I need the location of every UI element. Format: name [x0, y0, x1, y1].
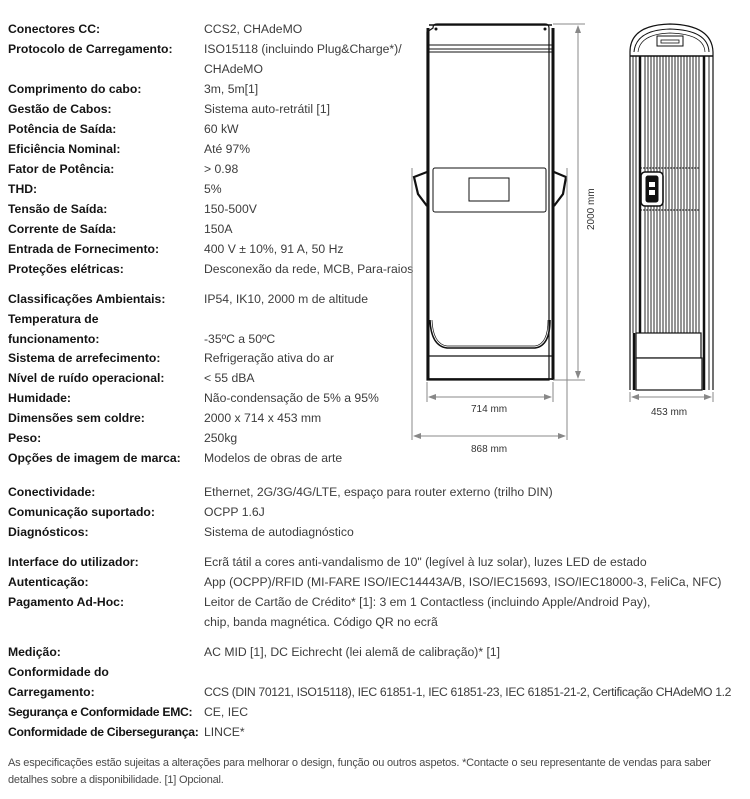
spec-value: -35ºC a 50ºC [204, 332, 276, 346]
spec-value: CE, IEC [204, 705, 249, 719]
spec-label: Pagamento Ad-Hoc: [8, 595, 125, 609]
height-dimension-label: 2000 mm [586, 188, 597, 230]
spec-label: Proteções elétricas: [8, 262, 124, 276]
spec-label: Sistema de arrefecimento: [8, 351, 161, 365]
spec-value: CHAdeMO [204, 62, 263, 76]
spec-label: Fator de Potência: [8, 162, 115, 176]
spec-label: Peso: [8, 431, 42, 445]
spec-label: Eficiência Nominal: [8, 142, 121, 156]
spec-value: 150-500V [204, 202, 257, 216]
spec-label: Classificações Ambientais: [8, 292, 166, 306]
spec-value: < 55 dBA [204, 371, 255, 385]
spec-label: Interface do utilizador: [8, 555, 139, 569]
spec-label: Nível de ruído operacional: [8, 371, 165, 385]
front-view [414, 24, 566, 380]
spec-value: 2000 x 714 x 453 mm [204, 411, 322, 425]
overall-width-dimension-label: 868 mm [471, 444, 508, 455]
spec-label: Autenticação: [8, 575, 89, 589]
spec-label: Comprimento do cabo: [8, 82, 142, 96]
spec-value: 150A [204, 222, 233, 236]
spec-label: Entrada de Fornecimento: [8, 242, 160, 256]
spec-label: Gestão de Cabos: [8, 102, 112, 116]
spec-label: Conformidade de Cibersegurança: [8, 725, 199, 739]
spec-label: Tensão de Saída: [8, 202, 108, 216]
spec-value: Desconexão da rede, MCB, Para-raios [204, 262, 414, 276]
spec-label: Segurança e Conformidade EMC: [8, 705, 193, 719]
spec-label: Potência de Saída: [8, 122, 117, 136]
spec-value: 400 V ± 10%, 91 A, 50 Hz [204, 242, 344, 256]
spec-value: ISO15118 (incluindo Plug&Charge*)/ [204, 42, 402, 56]
spec-value: Sistema de autodiagnóstico [204, 525, 354, 539]
spec-value: Refrigeração ativa do ar [204, 351, 335, 365]
spec-value: 3m, 5m[1] [204, 82, 259, 96]
spec-value: Ecrã tátil a cores anti-vandalismo de 10" (legível à luz solar), luzes LED de estado [204, 555, 647, 569]
spec-label: Temperatura de [8, 312, 99, 326]
spec-value: Não-condensação de 5% a 95% [204, 391, 379, 405]
spec-label: Opções de imagem de marca: [8, 451, 181, 465]
spec-value: 250kg [204, 431, 238, 445]
spec-value: 5% [204, 182, 222, 196]
spec-value: 60 kW [204, 122, 239, 136]
footnote: As especificações estão sujeitas a alterações para melhorar o design, função ou outros aspetos. *Contacte o seu representante de vendas para saber detalhes sobre a disponibilidade. [1] Opcional. [8, 757, 711, 786]
spec-value: Até 97% [204, 142, 251, 156]
spec-label: Conformidade do [8, 665, 109, 679]
front-width-dimension-label: 714 mm [471, 404, 508, 415]
spec-label: THD: [8, 182, 38, 196]
spec-label: Medição: [8, 645, 61, 659]
spec-value: Leitor de Cartão de Crédito* [1]: 3 em 1 Contactless (incluindo Apple/Android Pay), [204, 595, 651, 609]
spec-value: CCS (DIN 70121, ISO15118), IEC 61851-1, IEC 61851-23, IEC 61851-21-2, Certificação CHAdeMO 1.2 [204, 685, 732, 699]
spec-label: Comunicação suportado: [8, 505, 155, 519]
spec-label: Diagnósticos: [8, 525, 89, 539]
spec-label: Carregamento: [8, 685, 95, 699]
spec-value: Ethernet, 2G/3G/4G/LTE, espaço para router externo (trilho DIN) [204, 485, 553, 499]
spec-label: Protocolo de Carregamento: [8, 42, 173, 56]
spec-value: LINCE* [204, 725, 245, 739]
depth-dimension-label: 453 mm [651, 407, 688, 418]
spec-label: funcionamento: [8, 332, 100, 346]
spec-value: IP54, IK10, 2000 m de altitude [204, 292, 368, 306]
spec-value: > 0.98 [204, 162, 239, 176]
spec-value: chip, banda magnética. Código QR no ecrã [204, 615, 438, 629]
spec-value: App (OCPP)/RFID (MI-FARE ISO/IEC14443A/B, ISO/IEC15693, ISO/IEC18000-3, FeliCa, NFC) [204, 575, 722, 589]
spec-value: AC MID [1], DC Eichrecht (lei alemã de calibração)* [1] [204, 645, 500, 659]
spec-value: Sistema auto-retrátil [1] [204, 102, 330, 116]
side-view [630, 24, 713, 390]
spec-value: CCS2, CHAdeMO [204, 22, 303, 36]
spec-label: Dimensões sem coldre: [8, 411, 145, 425]
spec-value: OCPP 1.6J [204, 505, 265, 519]
spec-label: Conectores CC: [8, 22, 101, 36]
spec-label: Humidade: [8, 391, 71, 405]
spec-label: Corrente de Saída: [8, 222, 117, 236]
spec-value: Modelos de obras de arte [204, 451, 343, 465]
spec-label: Conectividade: [8, 485, 96, 499]
